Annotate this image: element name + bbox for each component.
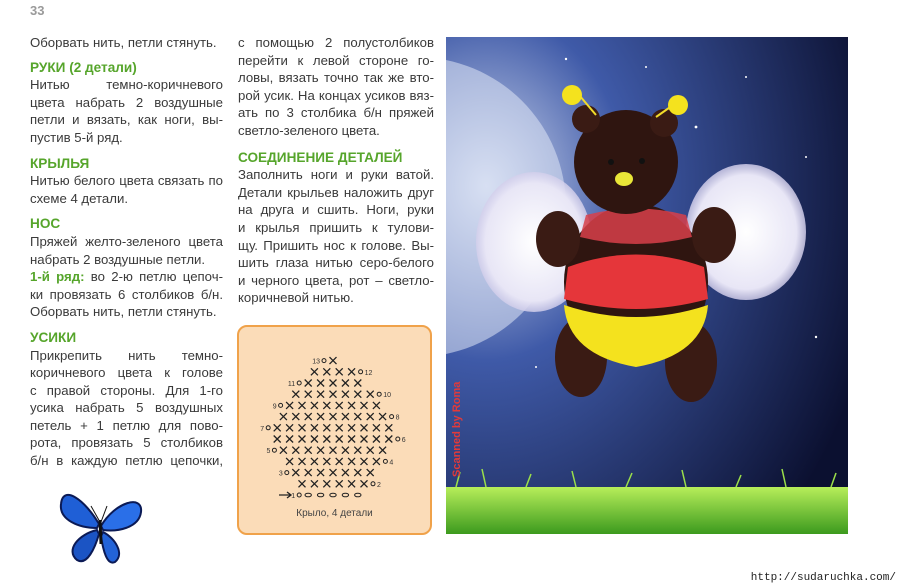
paragraph-line: ловы, вязать точно так же вто- bbox=[238, 70, 434, 86]
chain-stitch-symbol bbox=[317, 493, 323, 497]
single-crochet-symbol bbox=[367, 469, 374, 476]
single-crochet-symbol bbox=[280, 413, 287, 420]
turning-chain-symbol bbox=[266, 426, 270, 430]
single-crochet-symbol bbox=[305, 469, 312, 476]
single-crochet-symbol bbox=[342, 469, 349, 476]
single-crochet-symbol bbox=[286, 424, 293, 431]
chain-stitch-symbol bbox=[305, 493, 311, 497]
turning-chain-symbol bbox=[285, 471, 289, 475]
single-crochet-symbol bbox=[361, 402, 368, 409]
single-crochet-symbol bbox=[323, 424, 330, 431]
single-crochet-symbol bbox=[274, 436, 281, 443]
turning-chain-symbol bbox=[396, 437, 400, 441]
single-crochet-symbol bbox=[336, 458, 343, 465]
single-crochet-symbol bbox=[299, 458, 306, 465]
grass bbox=[446, 487, 848, 534]
turning-chain-symbol bbox=[390, 415, 394, 419]
single-crochet-symbol bbox=[286, 458, 293, 465]
paragraph-line: петель + 1 петлю для пово- bbox=[30, 417, 223, 433]
single-crochet-symbol bbox=[336, 480, 343, 487]
red-stripe bbox=[564, 255, 708, 310]
single-crochet-symbol bbox=[348, 424, 355, 431]
heading-wings: КРЫЛЬЯ bbox=[30, 155, 90, 171]
single-crochet-symbol bbox=[299, 436, 306, 443]
single-crochet-symbol bbox=[342, 413, 349, 420]
turning-chain-symbol bbox=[371, 482, 375, 486]
single-crochet-symbol bbox=[330, 357, 337, 364]
single-crochet-symbol bbox=[336, 368, 343, 375]
row-number: 7 bbox=[260, 425, 265, 433]
heading-joining: СОЕДИНЕНИЕ ДЕТАЛЕЙ bbox=[238, 149, 403, 165]
paragraph-line: светло-зеленого цвета. bbox=[238, 122, 380, 138]
single-crochet-symbol bbox=[361, 436, 368, 443]
single-crochet-symbol bbox=[354, 413, 361, 420]
single-crochet-symbol bbox=[292, 391, 299, 398]
single-crochet-symbol bbox=[367, 447, 374, 454]
heading-nose: НОС bbox=[30, 216, 61, 232]
row-number: 8 bbox=[395, 414, 400, 422]
paragraph-line bbox=[30, 268, 223, 286]
single-crochet-symbol bbox=[354, 447, 361, 454]
single-crochet-symbol bbox=[311, 424, 318, 431]
source-url: http://sudaruchka.com/ bbox=[750, 572, 896, 584]
paragraph-line: ать по 3 столбика б/н пряжей bbox=[238, 105, 434, 121]
paragraph-line: и крылья пришить к тулови- bbox=[238, 219, 434, 235]
paragraph-line: Оборвать нить, петли стянуть. bbox=[30, 304, 217, 320]
bee-toy-illustration bbox=[446, 37, 848, 534]
single-crochet-symbol bbox=[317, 447, 324, 454]
paragraph-line: усика набрать 5 воздушных bbox=[30, 400, 223, 416]
single-crochet-symbol bbox=[274, 424, 281, 431]
single-crochet-symbol bbox=[311, 458, 318, 465]
right-eye bbox=[639, 158, 645, 164]
single-crochet-symbol bbox=[354, 391, 361, 398]
single-crochet-symbol bbox=[299, 480, 306, 487]
row-number: 9 bbox=[272, 403, 277, 411]
single-crochet-symbol bbox=[379, 413, 386, 420]
paragraph-line: Оборвать нить, петли стянуть. bbox=[30, 35, 217, 50]
paragraph-line: и черного цвета, рот – светло- bbox=[238, 272, 434, 288]
turning-chain-symbol bbox=[297, 381, 301, 385]
chart-diagram bbox=[239, 327, 430, 533]
single-crochet-symbol bbox=[305, 447, 312, 454]
paragraph-line: схеме 4 детали. bbox=[30, 190, 128, 206]
row-number: 3 bbox=[278, 470, 283, 478]
single-crochet-symbol bbox=[317, 413, 324, 420]
single-crochet-symbol bbox=[299, 402, 306, 409]
single-crochet-symbol bbox=[367, 413, 374, 420]
single-crochet-symbol bbox=[379, 447, 386, 454]
chain-stitch-symbol bbox=[342, 493, 348, 497]
single-crochet-symbol bbox=[323, 368, 330, 375]
row-number: 11 bbox=[287, 381, 296, 388]
single-crochet-symbol bbox=[280, 447, 287, 454]
single-crochet-symbol bbox=[323, 436, 330, 443]
single-crochet-symbol bbox=[292, 469, 299, 476]
single-crochet-symbol bbox=[311, 402, 318, 409]
single-crochet-symbol bbox=[336, 424, 343, 431]
left-eye bbox=[608, 159, 614, 165]
turning-chain-symbol bbox=[297, 493, 301, 497]
page-number: 33 bbox=[30, 3, 45, 18]
single-crochet-symbol bbox=[323, 480, 330, 487]
single-crochet-symbol bbox=[373, 458, 380, 465]
paragraph-line: с правой стороны. Для 1-го bbox=[30, 382, 223, 398]
chain-stitch-symbol bbox=[330, 493, 336, 497]
paragraph-line: цвета набрать 2 воздушные bbox=[30, 94, 223, 110]
turning-chain-symbol bbox=[359, 370, 363, 374]
heading-antennae: УСИКИ bbox=[30, 329, 77, 345]
paragraph-line: шить глаза нитью серо-белого bbox=[238, 255, 434, 271]
single-crochet-symbol bbox=[330, 447, 337, 454]
text-column-middle bbox=[238, 34, 434, 307]
single-crochet-symbol bbox=[342, 447, 349, 454]
paragraph-line: пустив 5-й ряд. bbox=[30, 129, 123, 145]
paragraph-line: щу. Пришить нос к голове. Вы- bbox=[238, 237, 434, 253]
single-crochet-symbol bbox=[361, 424, 368, 431]
single-crochet-symbol bbox=[305, 391, 312, 398]
single-crochet-symbol bbox=[286, 402, 293, 409]
bee-toy-photo bbox=[446, 37, 848, 534]
single-crochet-symbol bbox=[330, 391, 337, 398]
paragraph-line: на друга и сшить. Ноги, руки bbox=[238, 202, 434, 218]
single-crochet-symbol bbox=[367, 391, 374, 398]
single-crochet-symbol bbox=[286, 436, 293, 443]
single-crochet-symbol bbox=[336, 436, 343, 443]
single-crochet-symbol bbox=[292, 413, 299, 420]
paragraph-line: перейти к левой стороне го- bbox=[238, 52, 434, 68]
right-antenna-tip bbox=[668, 95, 688, 115]
left-antenna-tip bbox=[562, 85, 582, 105]
single-crochet-symbol bbox=[385, 436, 392, 443]
paragraph-line: Детали крыльев наложить друг bbox=[238, 184, 434, 200]
single-crochet-symbol bbox=[354, 469, 361, 476]
wing-crochet-chart bbox=[237, 325, 432, 535]
paragraph-line: Нитью темно-коричневого bbox=[30, 77, 223, 93]
single-crochet-symbol bbox=[299, 424, 306, 431]
single-crochet-symbol bbox=[348, 480, 355, 487]
paragraph-line: коричневого цвета к голове bbox=[30, 365, 223, 381]
chart-caption: Крыло, 4 детали bbox=[296, 508, 373, 519]
single-crochet-symbol bbox=[342, 380, 349, 387]
single-crochet-symbol bbox=[330, 469, 337, 476]
row-number: 12 bbox=[364, 369, 373, 377]
row-number: 13 bbox=[312, 358, 320, 366]
paragraph-line: петли и вязать, как ноги, вы- bbox=[30, 112, 223, 128]
single-crochet-symbol bbox=[311, 368, 318, 375]
row-text: во 2-ю петлю цепоч- bbox=[84, 269, 223, 285]
bee-nose bbox=[615, 172, 633, 186]
single-crochet-symbol bbox=[361, 458, 368, 465]
single-crochet-symbol bbox=[305, 413, 312, 420]
text-column-left bbox=[30, 34, 223, 470]
turning-chain-symbol bbox=[322, 359, 326, 363]
single-crochet-symbol bbox=[317, 391, 324, 398]
paragraph-line: коричневой нитью. bbox=[238, 290, 354, 306]
single-crochet-symbol bbox=[342, 391, 349, 398]
single-crochet-symbol bbox=[348, 436, 355, 443]
chain-stitch-symbol bbox=[355, 493, 361, 497]
single-crochet-symbol bbox=[361, 480, 368, 487]
single-crochet-symbol bbox=[330, 380, 337, 387]
single-crochet-symbol bbox=[373, 402, 380, 409]
paragraph-line: Пряжей желто-зеленого цвета bbox=[30, 233, 223, 249]
single-crochet-symbol bbox=[348, 368, 355, 375]
single-crochet-symbol bbox=[305, 380, 312, 387]
paragraph-line: рота, провязать 5 столбиков bbox=[30, 435, 223, 451]
row-number: 5 bbox=[266, 448, 271, 456]
turning-chain-symbol bbox=[377, 392, 381, 396]
row-number: 1 bbox=[291, 493, 296, 500]
single-crochet-symbol bbox=[373, 424, 380, 431]
single-crochet-symbol bbox=[336, 402, 343, 409]
pink-stripe bbox=[580, 209, 692, 245]
paragraph-line: Нитью белого цвета связать по bbox=[30, 173, 223, 189]
single-crochet-symbol bbox=[323, 458, 330, 465]
row-number: 4 bbox=[389, 459, 394, 467]
right-arm bbox=[692, 207, 736, 263]
row-number: 6 bbox=[401, 437, 406, 444]
paragraph-line: Прикрепить нить темно- bbox=[30, 347, 223, 363]
turning-chain-symbol bbox=[383, 459, 387, 463]
single-crochet-symbol bbox=[311, 436, 318, 443]
turning-chain-symbol bbox=[272, 448, 276, 452]
left-ear bbox=[572, 105, 600, 133]
single-crochet-symbol bbox=[317, 469, 324, 476]
turning-chain-symbol bbox=[279, 403, 283, 407]
start-arrow-symbol bbox=[279, 492, 291, 498]
single-crochet-symbol bbox=[348, 402, 355, 409]
paragraph-line: рой усик. На концах усиков вяз- bbox=[238, 87, 434, 103]
single-crochet-symbol bbox=[348, 458, 355, 465]
single-crochet-symbol bbox=[317, 380, 324, 387]
single-crochet-symbol bbox=[323, 402, 330, 409]
single-crochet-symbol bbox=[385, 424, 392, 431]
row-number: 2 bbox=[377, 481, 381, 489]
paragraph-line: ки провязать 6 столбиков б/н. bbox=[30, 286, 223, 302]
butterfly-image bbox=[55, 480, 147, 568]
paragraph-line: набрать 2 воздушные петли. bbox=[30, 251, 206, 267]
row-label: 1-й ряд: bbox=[30, 269, 85, 285]
paragraph-line: с помощью 2 полустолбиков bbox=[238, 35, 434, 50]
single-crochet-symbol bbox=[330, 413, 337, 420]
left-arm bbox=[536, 211, 580, 267]
heading-arms: РУКИ (2 детали) bbox=[30, 59, 137, 75]
single-crochet-symbol bbox=[373, 436, 380, 443]
scan-watermark: Scanned by Roma bbox=[451, 381, 463, 477]
row-number: 10 bbox=[383, 392, 391, 400]
single-crochet-symbol bbox=[311, 480, 318, 487]
single-crochet-symbol bbox=[354, 380, 361, 387]
paragraph-line: б/н в каждую петлю цепочки, bbox=[30, 453, 223, 469]
single-crochet-symbol bbox=[292, 447, 299, 454]
paragraph-line: Заполнить ноги и руки ватой. bbox=[238, 167, 434, 183]
